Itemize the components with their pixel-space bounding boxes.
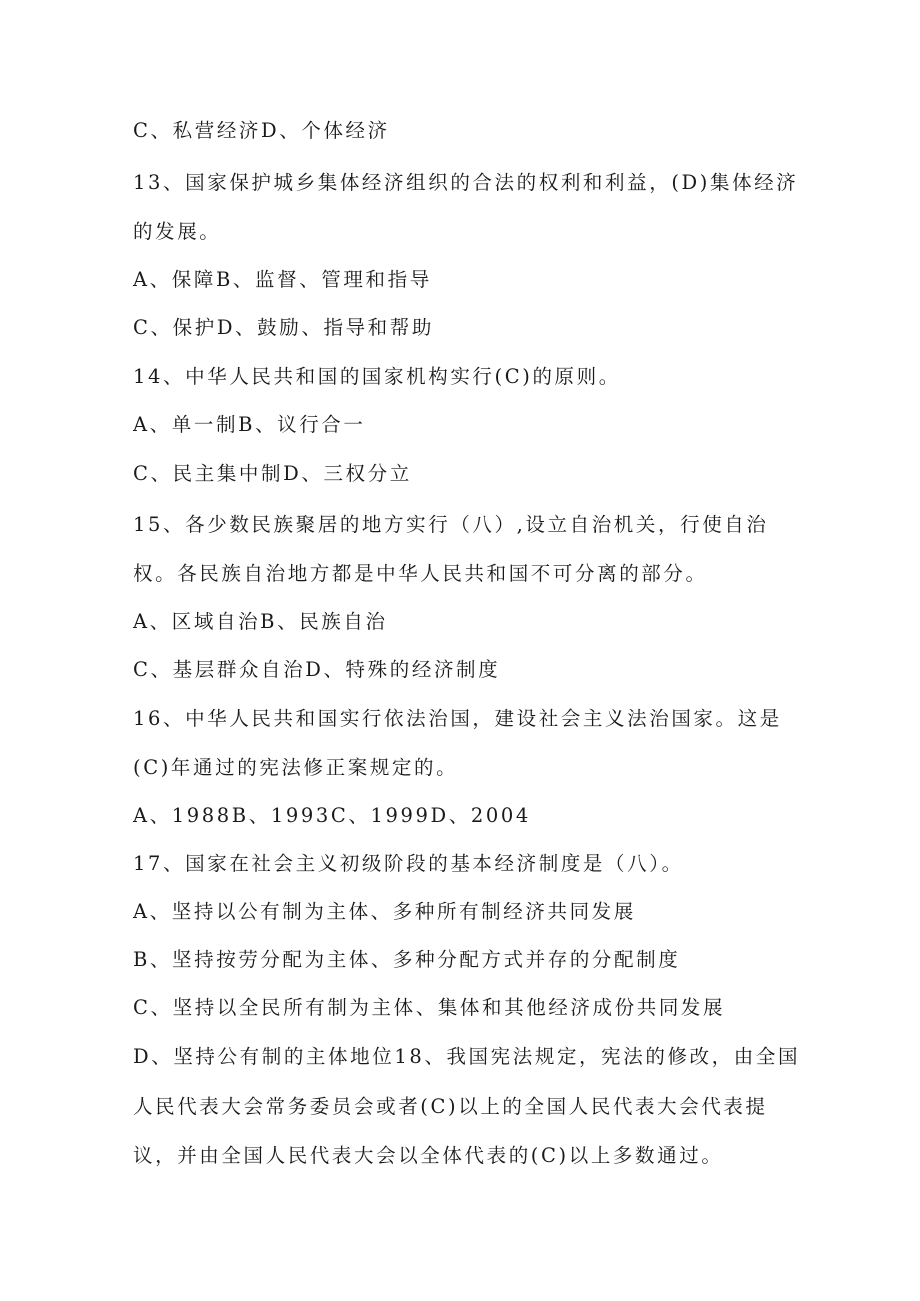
text-line: A、区域自治B、民族自治 (133, 610, 388, 633)
text-line: C、私营经济D、个体经济 (133, 119, 390, 142)
text-line: A、坚持以公有制为主体、多种所有制经济共同发展 (133, 900, 636, 923)
text-line: 权。各民族自治地方都是中华人民共和国不可分离的部分。 (133, 562, 708, 585)
text-line: C、基层群众自治D、特殊的经济制度 (133, 658, 501, 681)
text-line: A、1988B、1993C、1999D、2004 (133, 804, 531, 827)
text-line: C、坚持以全民所有制为主体、集体和其他经济成份共同发展 (133, 996, 726, 1019)
text-line: A、保障B、监督、管理和指导 (133, 268, 432, 291)
text-line: 17、国家在社会主义初级阶段的基本经济制度是（八）。 (133, 852, 684, 875)
text-line: C、保护D、鼓励、指导和帮助 (133, 316, 434, 339)
text-line: (C)年通过的宪法修正案规定的。 (133, 756, 459, 779)
text-line: A、单一制B、议行合一 (133, 413, 366, 436)
text-line: 的发展。 (133, 220, 222, 243)
text-line: 议，并由全国人民代表大会以全体代表的(C)以上多数通过。 (133, 1144, 724, 1167)
text-line: 14、中华人民共和国的国家机构实行(C)的原则。 (133, 365, 621, 388)
text-line: D、坚持公有制的主体地位18、我国宪法规定，宪法的修改，由全国 (133, 1045, 801, 1068)
text-line: C、民主集中制D、三权分立 (133, 462, 412, 485)
text-line: 16、中华人民共和国实行依法治国，建设社会主义法治国家。这是 (133, 707, 782, 730)
text-line: B、坚持按劳分配为主体、多种分配方式并存的分配制度 (133, 948, 681, 971)
text-line: 人民代表大会常务委员会或者(C)以上的全国人民代表大会代表提 (133, 1095, 768, 1118)
text-line: 15、各少数民族聚居的地方实行（八）,设立自治机关，行使自治 (133, 513, 769, 536)
text-line: 13、国家保护城乡集体经济组织的合法的权利和利益，(D)集体经济 (133, 171, 799, 194)
